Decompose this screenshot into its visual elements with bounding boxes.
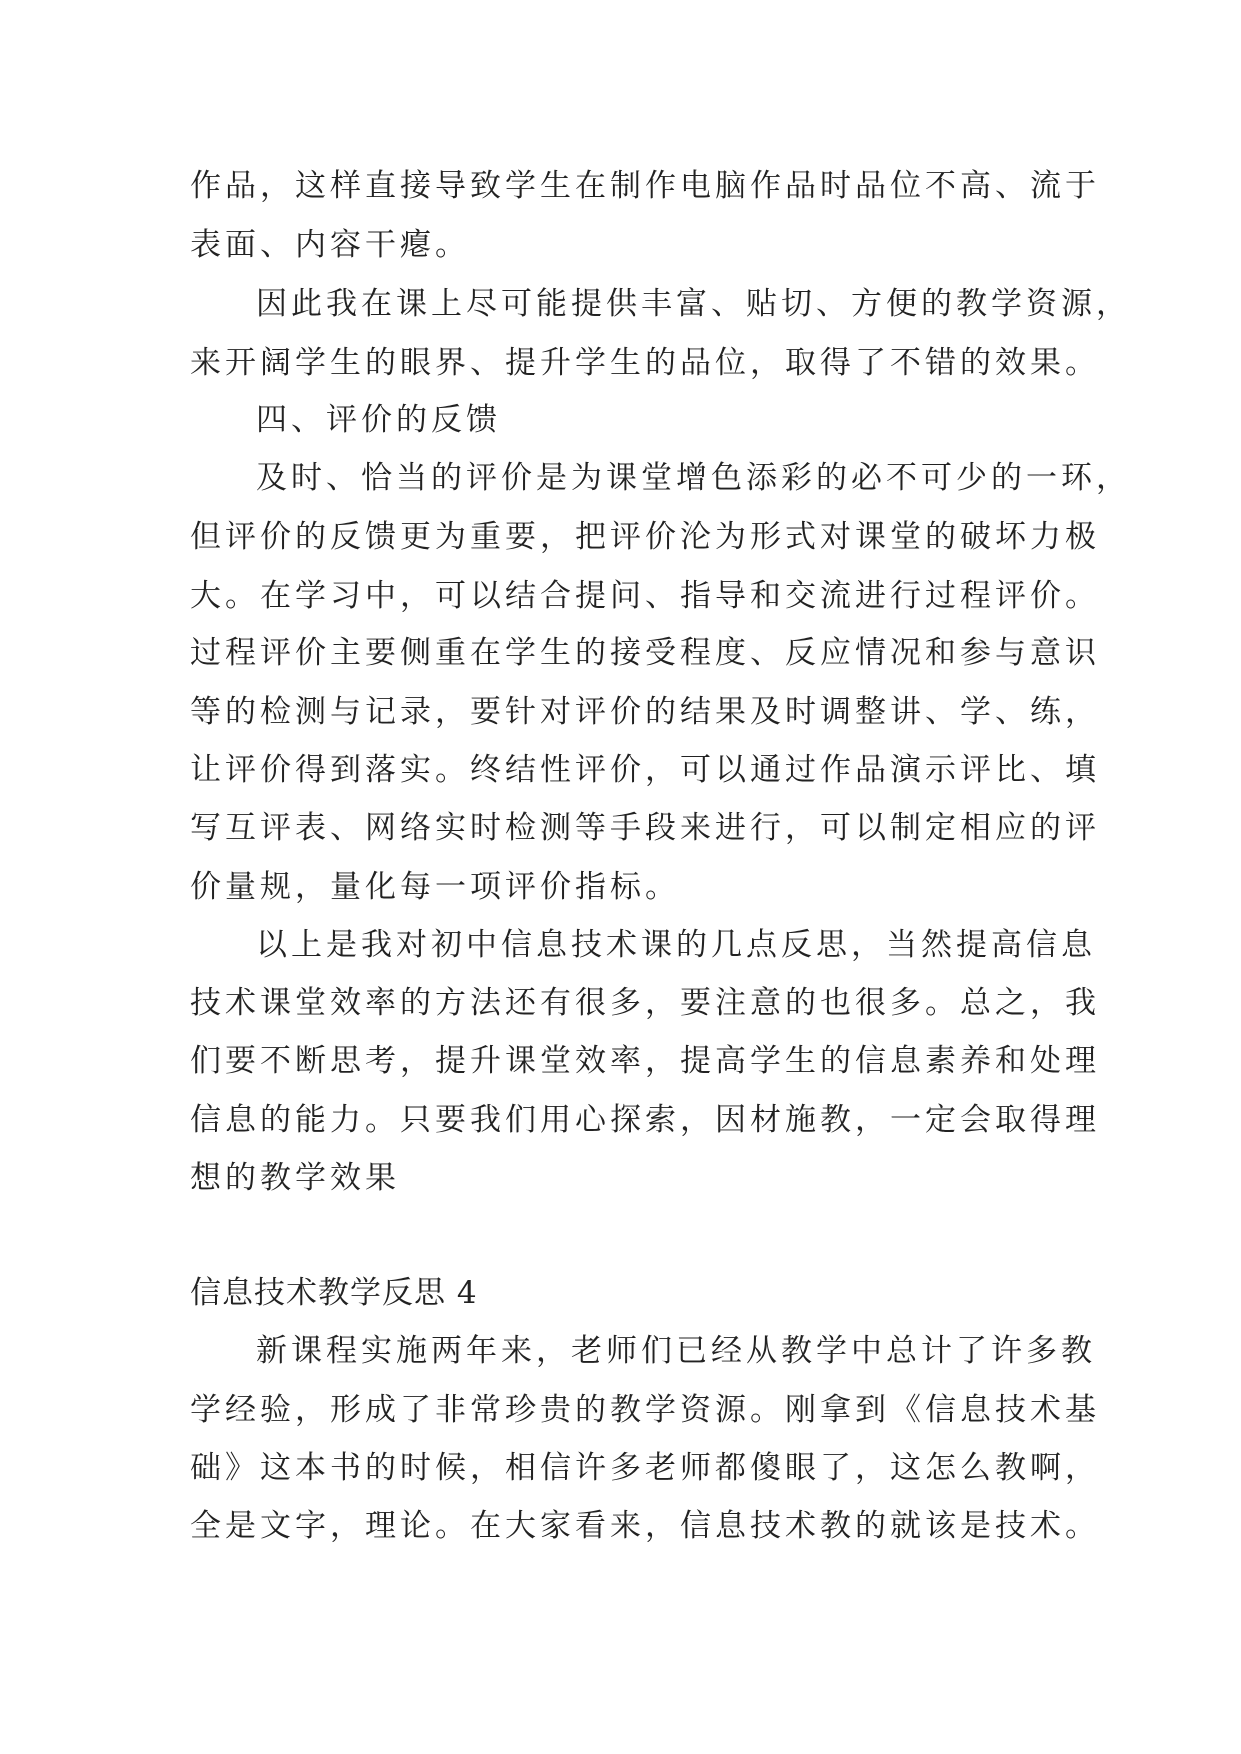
- text-line: 来开阔学生的眼界、提升学生的品位，取得了不错的效果。: [190, 345, 1100, 381]
- section-heading: 四、评价的反馈: [256, 402, 501, 438]
- text-line: 信息的能力。只要我们用心探索，因材施教，一定会取得理: [190, 1102, 1100, 1138]
- text-line: 等的检测与记录，要针对评价的结果及时调整讲、学、练，: [190, 694, 1100, 730]
- paragraph-start: 因此我在课上尽可能提供丰富、贴切、方便的教学资源，: [256, 286, 1131, 322]
- text-line: 但评价的反馈更为重要，把评价沦为形式对课堂的破坏力极: [190, 519, 1100, 555]
- text-line: 表面、内容干瘪。: [190, 227, 470, 263]
- text-line: 技术课堂效率的方法还有很多，要注意的也很多。总之，我: [190, 985, 1100, 1021]
- text-line: 全是文字，理论。在大家看来，信息技术教的就该是技术。: [190, 1508, 1100, 1544]
- text-line: 价量规，量化每一项评价指标。: [190, 869, 680, 905]
- text-line: 们要不断思考，提升课堂效率，提高学生的信息素养和处理: [190, 1043, 1100, 1079]
- text-line: 让评价得到落实。终结性评价，可以通过作品演示评比、填: [190, 752, 1100, 788]
- article-title: 信息技术教学反思 4: [190, 1275, 478, 1311]
- text-line: 础》这本书的时候，相信许多老师都傻眼了，这怎么教啊，: [190, 1450, 1100, 1486]
- text-line: 写互评表、网络实时检测等手段来进行，可以制定相应的评: [190, 810, 1100, 846]
- paragraph-start: 及时、恰当的评价是为课堂增色添彩的必不可少的一环，: [256, 460, 1131, 496]
- paragraph-start: 以上是我对初中信息技术课的几点反思，当然提高信息: [256, 927, 1096, 963]
- text-line: 过程评价主要侧重在学生的接受程度、反应情况和参与意识: [190, 635, 1100, 671]
- text-line: 想的教学效果: [190, 1160, 400, 1196]
- text-line: 学经验，形成了非常珍贵的教学资源。刚拿到《信息技术基: [190, 1392, 1100, 1428]
- paragraph-start: 新课程实施两年来，老师们已经从教学中总计了许多教: [256, 1333, 1096, 1369]
- text-line: 作品，这样直接导致学生在制作电脑作品时品位不高、流于: [190, 168, 1100, 204]
- text-line: 大。在学习中，可以结合提问、指导和交流进行过程评价。: [190, 578, 1100, 614]
